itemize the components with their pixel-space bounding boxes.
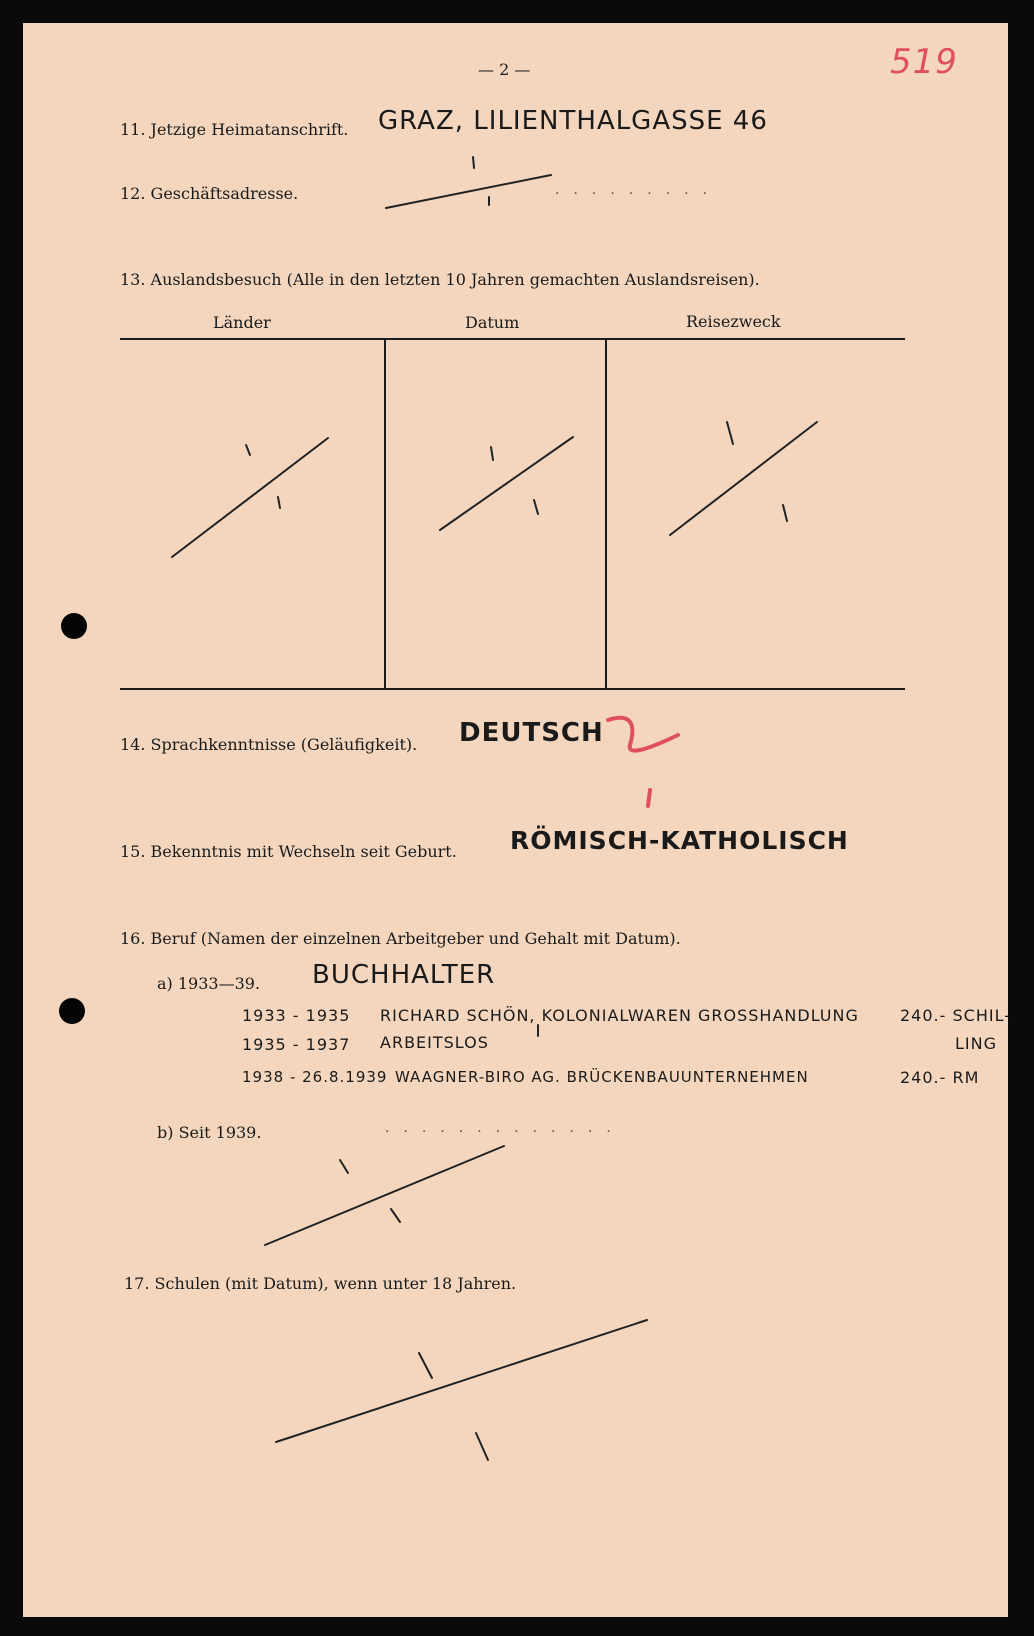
q13-label: 13. Auslandsbesuch (Alle in den letzten 10 Jahren gemachten Auslandsreisen). (120, 270, 760, 289)
q16-a-label: a) 1933—39. (157, 974, 261, 993)
punch-hole-top (61, 613, 87, 639)
q17-label: 17. Schulen (mit Datum), wenn unter 18 Jahren. (124, 1274, 517, 1293)
col-laender: Länder (213, 313, 271, 332)
q14-answer: DEUTSCH (459, 718, 604, 748)
entry-3-text: WAAGNER-BIRO AG. BRÜCKENBAUUNTERNEHMEN (395, 1068, 809, 1086)
entry-1-period: 1933 - 1935 (242, 1006, 351, 1025)
table-top-rule (120, 338, 905, 340)
q14-label: 14. Sprachkenntnisse (Geläufigkeit). (120, 735, 418, 754)
form-page (23, 23, 1008, 1617)
q16-a-answer: BUCHHALTER (312, 960, 496, 990)
q15-answer: RÖMISCH-KATHOLISCH (510, 826, 849, 855)
dotted-line: ············· (385, 1124, 625, 1140)
q15-label: 15. Bekenntnis mit Wechseln seit Geburt. (120, 842, 457, 861)
dotted-line: ········· (555, 186, 722, 202)
q16-label: 16. Beruf (Namen der einzelnen Arbeitgeber und Gehalt mit Datum). (120, 929, 681, 948)
page-number: — 2 — (478, 60, 531, 79)
table-bottom-rule (120, 688, 905, 690)
entry-1-salary: 240.- SCHIL- (900, 1006, 1011, 1025)
archive-stamp: 519 (890, 42, 958, 82)
entry-2-salary: LING (955, 1034, 997, 1053)
entry-1-text: RICHARD SCHÖN, KOLONIALWAREN GROSSHANDLUNG (380, 1006, 859, 1025)
q11-answer: GRAZ, LILIENTHALGASSE 46 (378, 106, 768, 136)
entry-2-period: 1935 - 1937 (242, 1035, 351, 1054)
q11-label: 11. Jetzige Heimatanschrift. (120, 120, 349, 139)
col-datum: Datum (465, 313, 520, 332)
q12-label: 12. Geschäftsadresse. (120, 184, 299, 203)
entry-2-text: ARBEITSLOS (380, 1033, 489, 1052)
entry-3-salary: 240.- RM (900, 1068, 980, 1087)
table-divider-1 (384, 340, 386, 688)
punch-hole-bottom (59, 998, 85, 1024)
col-reisezweck: Reisezweck (686, 312, 781, 331)
q16-b-label: b) Seit 1939. (157, 1123, 262, 1142)
table-divider-2 (605, 340, 607, 688)
entry-3-period: 1938 - 26.8.1939 (242, 1068, 388, 1086)
